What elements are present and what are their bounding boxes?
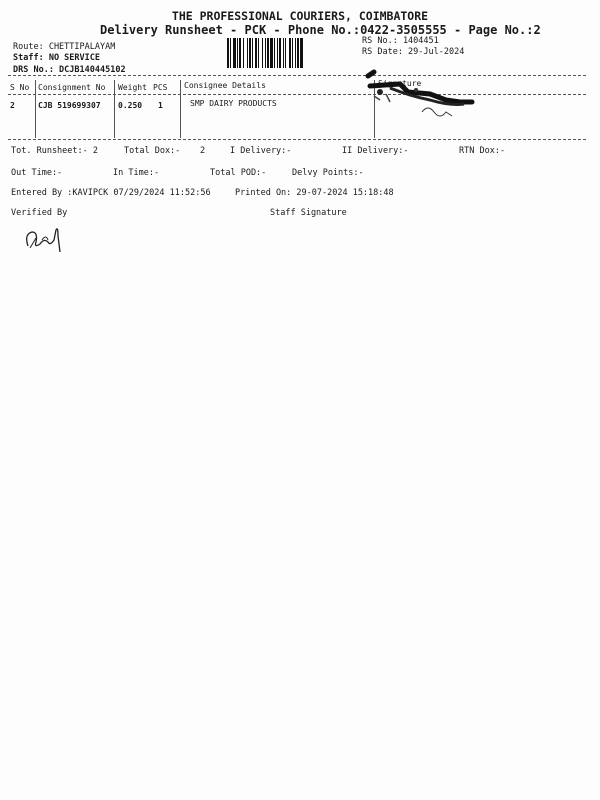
column-header-consignment: Consignment No xyxy=(38,83,106,92)
total-runsheet: Tot. Runsheet:- 2 xyxy=(11,146,98,156)
rs-number: RS No.: 1404451 xyxy=(362,36,439,46)
column-divider xyxy=(180,80,181,138)
total-dox-value: 2 xyxy=(200,146,206,156)
row-sno: 2 xyxy=(10,101,15,110)
row-consignee: SMP DAIRY PRODUCTS xyxy=(190,99,277,108)
row-weight: 0.250 xyxy=(118,101,143,110)
verified-by-label: Verified By xyxy=(11,208,68,218)
rs-date: RS Date: 29-Jul-2024 xyxy=(362,47,465,57)
total-dox-label: Total Dox:- xyxy=(124,146,181,156)
second-delivery-label: II Delivery:- xyxy=(342,146,409,156)
recipient-signature-scribble xyxy=(360,66,500,128)
out-time-label: Out Time:- xyxy=(11,168,63,178)
staff-label: Staff: NO SERVICE xyxy=(13,53,100,63)
table-bottom-divider xyxy=(8,139,586,140)
row-pcs: 1 xyxy=(158,101,163,110)
rtn-dox-label: RTN Dox:- xyxy=(459,146,506,156)
drs-number: DRS No.: DCJB140445102 xyxy=(13,65,126,75)
column-header-sno: S No xyxy=(10,83,30,92)
printed-on: Printed On: 29-07-2024 15:18:48 xyxy=(235,188,394,198)
staff-signature-label: Staff Signature xyxy=(270,208,347,218)
entered-by: Entered By :KAVIPCK 07/29/2024 11:52:56 xyxy=(11,188,211,198)
in-time-label: In Time:- xyxy=(113,168,160,178)
column-header-signature: Signature xyxy=(378,79,422,88)
total-pod-label: Total POD:- xyxy=(210,168,267,178)
column-header-weight: Weight xyxy=(118,83,147,92)
route-label: Route: CHETTIPALAYAM xyxy=(13,42,116,52)
company-title: THE PROFESSIONAL COURIERS, COIMBATORE xyxy=(171,9,429,23)
column-header-consignee: Consignee Details xyxy=(184,81,266,90)
barcode-bar xyxy=(303,38,304,68)
column-divider xyxy=(114,80,115,138)
runsheet-title: Delivery Runsheet - PCK - Phone No.:0422-3505555 - Page No.:2 xyxy=(100,23,541,37)
row-consignment: CJB 519699307 xyxy=(38,101,101,110)
column-header-pcs: PCS xyxy=(153,83,168,92)
delivery-points-label: Delvy Points:- xyxy=(292,168,364,178)
column-divider xyxy=(35,80,36,138)
barcode xyxy=(227,38,353,68)
first-delivery-label: I Delivery:- xyxy=(230,146,292,156)
verifier-signature xyxy=(22,222,66,256)
